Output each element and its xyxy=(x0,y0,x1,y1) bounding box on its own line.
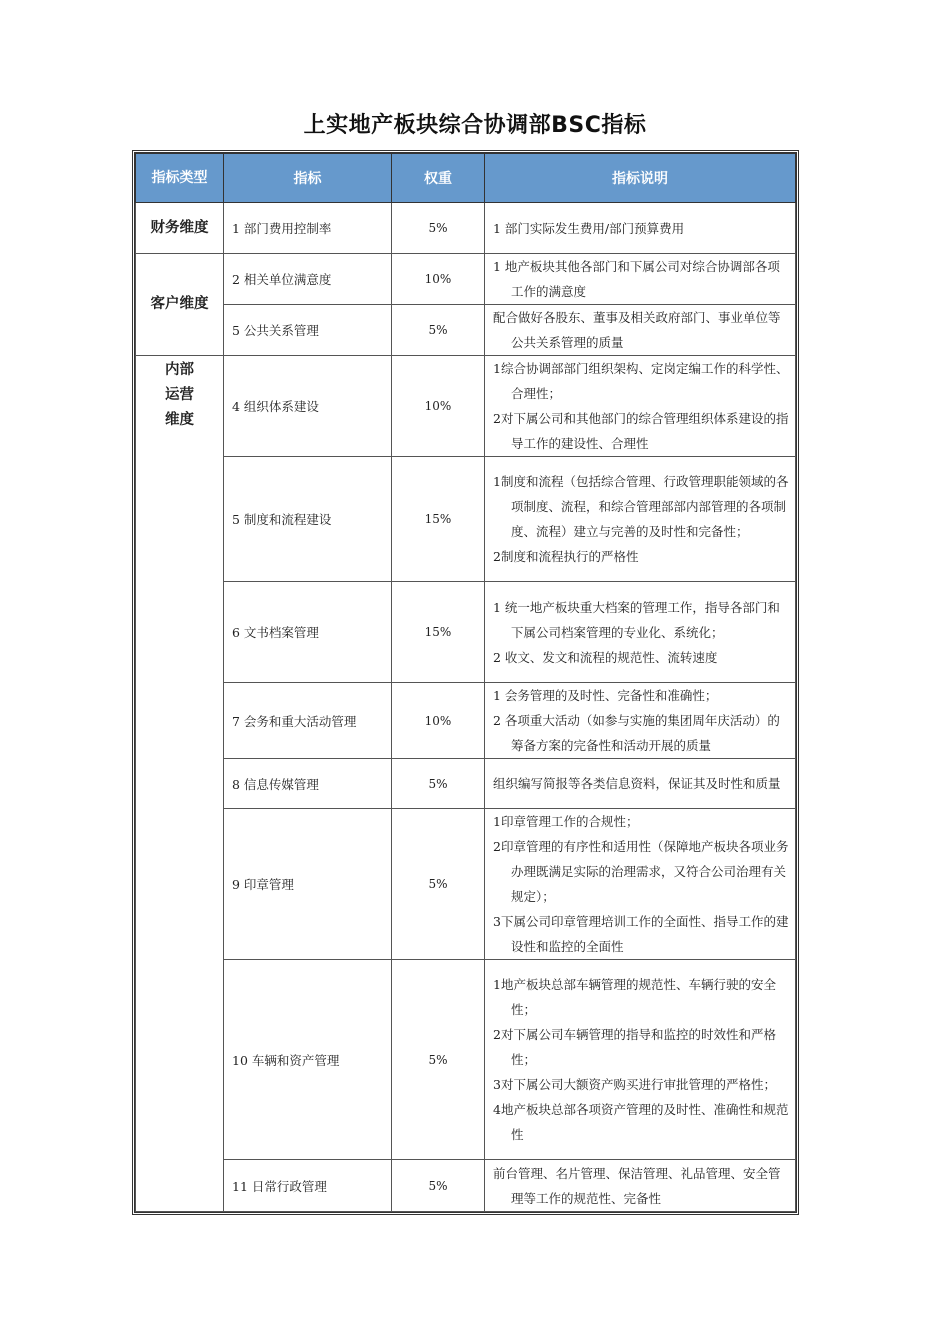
table-row xyxy=(136,759,796,809)
table-header-row xyxy=(136,154,796,203)
description-item: 前台管理、名片管理、保洁管理、礼品管理、安全管理等工作的规范性、完备性 xyxy=(493,1165,781,1206)
indicator-cell: 1 部门费用控制率 xyxy=(224,203,392,254)
header-type: 指标类型 xyxy=(136,154,224,203)
description-item: 1综合协调部部门组织架构、定岗定编工作的科学性、合理性； xyxy=(493,361,789,401)
page-title: 上实地产板块综合协调部BSC指标 xyxy=(303,113,647,138)
header-description: 指标说明 xyxy=(485,154,796,203)
table-row xyxy=(136,457,796,582)
indicator-cell: 4 组织体系建设 xyxy=(224,356,392,457)
description-item: 1制度和流程（包括综合管理、行政管理职能领域的各项制度、流程，和综合管理部部内部管理的各项制度、流程）建立与完善的及时性和完备性； xyxy=(493,474,789,539)
indicator-cell: 11 日常行政管理 xyxy=(224,1160,392,1212)
description-item: 1印章管理工作的合规性； xyxy=(493,814,639,829)
weight-cell: 10% xyxy=(392,254,485,305)
description-cell xyxy=(485,809,796,960)
table-row xyxy=(136,809,796,960)
indicator-cell: 10 车辆和资产管理 xyxy=(224,960,392,1160)
description-item: 2对下属公司车辆管理的指导和监控的时效性和严格性； xyxy=(493,1027,776,1067)
table-row xyxy=(136,356,796,457)
table-row xyxy=(136,305,796,356)
weight-cell: 5% xyxy=(392,1160,485,1212)
weight-cell: 15% xyxy=(392,457,485,582)
category-internal: 内部运营维度 xyxy=(136,356,224,1212)
indicator-cell: 5 公共关系管理 xyxy=(224,305,392,356)
description-item: 1地产板块总部车辆管理的规范性、车辆行驶的安全性； xyxy=(493,977,776,1017)
description-cell xyxy=(485,305,796,356)
weight-cell: 5% xyxy=(392,759,485,809)
table-row xyxy=(136,254,796,305)
table-row xyxy=(136,960,796,1160)
header-weight: 权重 xyxy=(392,154,485,203)
description-item: 3对下属公司大额资产购买进行审批管理的严格性； xyxy=(493,1077,776,1092)
description-cell xyxy=(485,254,796,305)
description-cell xyxy=(485,457,796,582)
weight-cell: 15% xyxy=(392,582,485,683)
description-item: 2印章管理的有序性和适用性（保障地产板块各项业务办理既满足实际的治理需求，又符合公司治理有关规定）； xyxy=(493,839,789,904)
description-item: 2制度和流程执行的严格性 xyxy=(493,549,639,564)
indicator-cell: 2 相关单位满意度 xyxy=(224,254,392,305)
weight-cell: 10% xyxy=(392,683,485,759)
category-customer: 客户维度 xyxy=(136,254,224,356)
header-indicator: 指标 xyxy=(224,154,392,203)
description-item: 1 会务管理的及时性、完备性和准确性； xyxy=(493,688,718,703)
weight-cell: 5% xyxy=(392,809,485,960)
table-row xyxy=(136,683,796,759)
indicator-cell: 5 制度和流程建设 xyxy=(224,457,392,582)
weight-cell: 5% xyxy=(392,960,485,1160)
table-row xyxy=(136,1160,796,1212)
description-item: 4地产板块总部各项资产管理的及时性、准确性和规范性 xyxy=(493,1102,789,1142)
description-cell xyxy=(485,1160,796,1212)
description-item: 2 收文、发文和流程的规范性、流转速度 xyxy=(493,649,718,665)
indicator-cell: 7 会务和重大活动管理 xyxy=(224,683,392,759)
indicator-cell: 9 印章管理 xyxy=(224,809,392,960)
description-item: 1 部门实际发生费用/部门预算费用 xyxy=(493,220,685,236)
table-row xyxy=(136,203,796,254)
description-item: 1 统一地产板块重大档案的管理工作，指导各部门和下属公司档案管理的专业化、系统化； xyxy=(493,599,780,640)
table-row xyxy=(136,582,796,683)
description-item: 1 地产板块其他各部门和下属公司对综合协调部各项工作的满意度 xyxy=(493,259,780,299)
description-cell xyxy=(485,683,796,759)
description-cell xyxy=(485,960,796,1160)
indicator-cell: 8 信息传媒管理 xyxy=(224,759,392,809)
description-cell xyxy=(485,759,796,809)
weight-cell: 5% xyxy=(392,203,485,254)
description-item: 2对下属公司和其他部门的综合管理组织体系建设的指导工作的建设性、合理性 xyxy=(493,411,789,451)
description-item: 配合做好各股东、董事及相关政府部门、事业单位等公共关系管理的质量 xyxy=(493,310,781,350)
description-item: 3下属公司印章管理培训工作的全面性、指导工作的建设性和监控的全面性 xyxy=(493,914,789,954)
description-cell xyxy=(485,582,796,683)
description-item: 2 各项重大活动（如参与实施的集团周年庆活动）的筹备方案的完备性和活动开展的质量 xyxy=(493,713,780,753)
weight-cell: 5% xyxy=(392,305,485,356)
description-cell xyxy=(485,203,796,254)
description-item: 组织编写简报等各类信息资料，保证其及时性和质量 xyxy=(493,776,781,791)
weight-cell: 10% xyxy=(392,356,485,457)
bsc-table xyxy=(132,150,799,1215)
category-finance: 财务维度 xyxy=(136,203,224,254)
indicator-cell: 6 文书档案管理 xyxy=(224,582,392,683)
description-cell xyxy=(485,356,796,457)
